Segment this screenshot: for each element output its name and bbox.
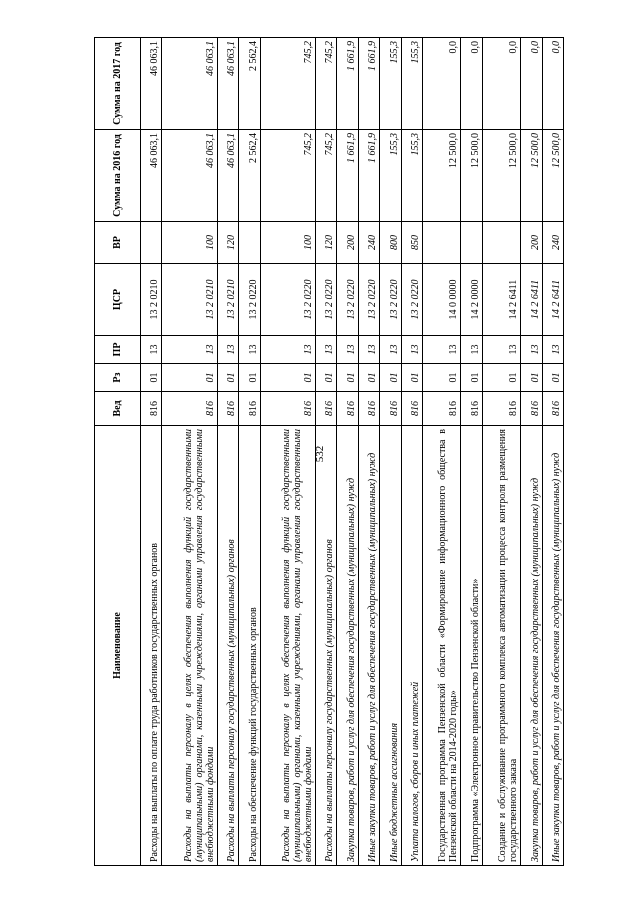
cell-csr: 13 2 0220 [401, 264, 422, 336]
cell-rz: 01 [358, 364, 379, 392]
cell-name: Государственная программа Пензенской области «Формирование информационного общества в Пензенской области на 2014-2020 годы» [422, 426, 460, 866]
cell-ved: 816 [358, 392, 379, 426]
cell-pr: 13 [482, 336, 520, 364]
cell-sum-2017: 745,2 [315, 38, 336, 130]
cell-vr: 850 [401, 222, 422, 264]
cell-name: Расходы на обеспечение функций государственных органов [239, 426, 260, 866]
cell-rz: 01 [422, 364, 460, 392]
cell-vr [482, 222, 520, 264]
table-row [337, 38, 358, 866]
page-number: 532 [314, 445, 326, 463]
cell-pr: 13 [461, 336, 482, 364]
cell-name: Иные бюджетные ассигнования [380, 426, 401, 866]
header-ved: Вед [95, 392, 141, 426]
cell-name: Иные закупки товаров, работ и услуг для обеспечения государственных (муниципальных) нужд [542, 426, 564, 866]
cell-sum-2017: 2 562,4 [239, 38, 260, 130]
cell-rz: 01 [461, 364, 482, 392]
cell-name: Расходы на выплаты персоналу государственных (муниципальных) органов [217, 426, 238, 866]
cell-rz: 01 [401, 364, 422, 392]
cell-rz: 01 [482, 364, 520, 392]
cell-csr: 14 2 6411 [542, 264, 564, 336]
cell-ved: 816 [260, 392, 315, 426]
cell-ved: 816 [482, 392, 520, 426]
cell-pr: 13 [162, 336, 217, 364]
cell-pr: 13 [337, 336, 358, 364]
cell-ved: 816 [542, 392, 564, 426]
cell-csr: 13 2 0210 [162, 264, 217, 336]
cell-vr [239, 222, 260, 264]
cell-name: Подпрограмма «Электронное правительство Пензенской области» [461, 426, 482, 866]
cell-sum-2016: 745,2 [315, 130, 336, 222]
cell-name: Расходы на выплаты персоналу государственных (муниципальных) органов [315, 426, 336, 866]
cell-ved: 816 [315, 392, 336, 426]
cell-sum-2017: 46 063,1 [217, 38, 238, 130]
cell-ved: 816 [521, 392, 542, 426]
cell-pr: 13 [422, 336, 460, 364]
cell-ved: 816 [239, 392, 260, 426]
cell-sum-2017: 0,0 [461, 38, 482, 130]
cell-sum-2017: 155,3 [401, 38, 422, 130]
cell-rz: 01 [315, 364, 336, 392]
cell-sum-2016: 12 500,0 [422, 130, 460, 222]
table-row [239, 38, 260, 866]
cell-pr: 13 [315, 336, 336, 364]
cell-name: Уплата налогов, сборов и иных платежей [401, 426, 422, 866]
cell-sum-2016: 12 500,0 [542, 130, 564, 222]
cell-sum-2017: 46 063,1 [141, 38, 162, 130]
cell-vr [141, 222, 162, 264]
cell-sum-2017: 0,0 [542, 38, 564, 130]
cell-sum-2016: 1 661,9 [337, 130, 358, 222]
cell-csr: 13 2 0220 [337, 264, 358, 336]
cell-sum-2017: 155,3 [380, 38, 401, 130]
cell-vr: 200 [337, 222, 358, 264]
header-pr: ПР [95, 336, 141, 364]
cell-pr: 13 [260, 336, 315, 364]
table-row [542, 38, 564, 866]
header-name: Наименование [95, 426, 141, 866]
cell-rz: 01 [521, 364, 542, 392]
cell-pr: 13 [141, 336, 162, 364]
table-row [217, 38, 238, 866]
cell-sum-2016: 2 562,4 [239, 130, 260, 222]
cell-pr: 13 [521, 336, 542, 364]
cell-rz: 01 [337, 364, 358, 392]
cell-vr: 240 [358, 222, 379, 264]
cell-pr: 13 [217, 336, 238, 364]
cell-pr: 13 [401, 336, 422, 364]
cell-csr: 14 2 6411 [482, 264, 520, 336]
cell-sum-2016: 12 500,0 [461, 130, 482, 222]
cell-name: Иные закупки товаров, работ и услуг для обеспечения государственных (муниципальных) нужд [358, 426, 379, 866]
cell-name: Закупка товаров, работ и услуг для обеспечения государственных (муниципальных) нужд [521, 426, 542, 866]
cell-ved: 816 [401, 392, 422, 426]
cell-csr: 14 0 0000 [422, 264, 460, 336]
cell-sum-2016: 1 661,9 [358, 130, 379, 222]
table-row [401, 38, 422, 866]
table-row [482, 38, 520, 866]
cell-pr: 13 [380, 336, 401, 364]
cell-csr: 14 2 6411 [521, 264, 542, 336]
cell-csr: 13 2 0220 [315, 264, 336, 336]
table-row [380, 38, 401, 866]
cell-ved: 816 [380, 392, 401, 426]
cell-ved: 816 [337, 392, 358, 426]
cell-sum-2017: 0,0 [422, 38, 460, 130]
cell-sum-2016: 155,3 [401, 130, 422, 222]
cell-rz: 01 [239, 364, 260, 392]
cell-pr: 13 [239, 336, 260, 364]
cell-csr: 13 2 0220 [239, 264, 260, 336]
cell-vr: 200 [521, 222, 542, 264]
cell-name: Закупка товаров, работ и услуг для обеспечения государственных (муниципальных) нужд [337, 426, 358, 866]
cell-rz: 01 [260, 364, 315, 392]
cell-ved: 816 [461, 392, 482, 426]
cell-sum-2016: 12 500,0 [482, 130, 520, 222]
budget-table-container [94, 38, 564, 866]
table-row [162, 38, 217, 866]
table-row [422, 38, 460, 866]
cell-sum-2017: 1 661,9 [337, 38, 358, 130]
cell-name: Создание и обслуживание программного комплекса автоматизации процесса контроля размещения государственного заказа [482, 426, 520, 866]
header-sum-2017: Сумма на 2017 год [95, 38, 141, 130]
cell-sum-2016: 46 063,1 [162, 130, 217, 222]
cell-csr: 13 2 0220 [260, 264, 315, 336]
table-body [141, 38, 564, 866]
header-rz: Рз [95, 364, 141, 392]
cell-vr: 800 [380, 222, 401, 264]
cell-rz: 01 [162, 364, 217, 392]
budget-table [94, 37, 564, 866]
cell-pr: 13 [358, 336, 379, 364]
cell-vr: 120 [315, 222, 336, 264]
cell-csr: 14 2 0000 [461, 264, 482, 336]
table-row [141, 38, 162, 866]
cell-rz: 01 [542, 364, 564, 392]
table-row [461, 38, 482, 866]
cell-sum-2017: 745,2 [260, 38, 315, 130]
cell-sum-2016: 12 500,0 [521, 130, 542, 222]
cell-sum-2016: 46 063,1 [141, 130, 162, 222]
cell-csr: 13 2 0220 [358, 264, 379, 336]
table-row [358, 38, 379, 866]
cell-vr [461, 222, 482, 264]
table-row [260, 38, 315, 866]
cell-ved: 816 [422, 392, 460, 426]
cell-ved: 816 [217, 392, 238, 426]
cell-sum-2017: 46 063,1 [162, 38, 217, 130]
cell-ved: 816 [141, 392, 162, 426]
cell-vr: 240 [542, 222, 564, 264]
cell-vr [422, 222, 460, 264]
cell-sum-2017: 0,0 [482, 38, 520, 130]
cell-sum-2016: 745,2 [260, 130, 315, 222]
table-row [521, 38, 542, 866]
cell-sum-2016: 155,3 [380, 130, 401, 222]
cell-vr: 100 [162, 222, 217, 264]
cell-sum-2017: 1 661,9 [358, 38, 379, 130]
cell-pr: 13 [542, 336, 564, 364]
header-vr: ВР [95, 222, 141, 264]
header-csr: ЦСР [95, 264, 141, 336]
cell-csr: 13 2 0220 [380, 264, 401, 336]
table-row [315, 38, 336, 866]
cell-ved: 816 [162, 392, 217, 426]
cell-sum-2016: 46 063,1 [217, 130, 238, 222]
cell-csr: 13 2 0210 [141, 264, 162, 336]
cell-vr: 120 [217, 222, 238, 264]
cell-rz: 01 [217, 364, 238, 392]
cell-name: Расходы на выплаты персоналу в целях обеспечения выполнения функций государственными (муниципальными) органами, казенными учреждениями, органами управления государственными внебюджетными фондами [260, 426, 315, 866]
cell-vr: 100 [260, 222, 315, 264]
cell-name: Расходы на выплаты персоналу в целях обеспечения выполнения функций государственными (муниципальными) органами, казенными учреждениями, органами управления государственными внебюджетными фондами [162, 426, 217, 866]
cell-rz: 01 [380, 364, 401, 392]
header-sum-2016: Сумма на 2016 год [95, 130, 141, 222]
table-header-row [95, 38, 141, 866]
cell-csr: 13 2 0210 [217, 264, 238, 336]
cell-sum-2017: 0,0 [521, 38, 542, 130]
cell-name: Расходы на выплаты по оплате труда работников государственных органов [141, 426, 162, 866]
cell-rz: 01 [141, 364, 162, 392]
